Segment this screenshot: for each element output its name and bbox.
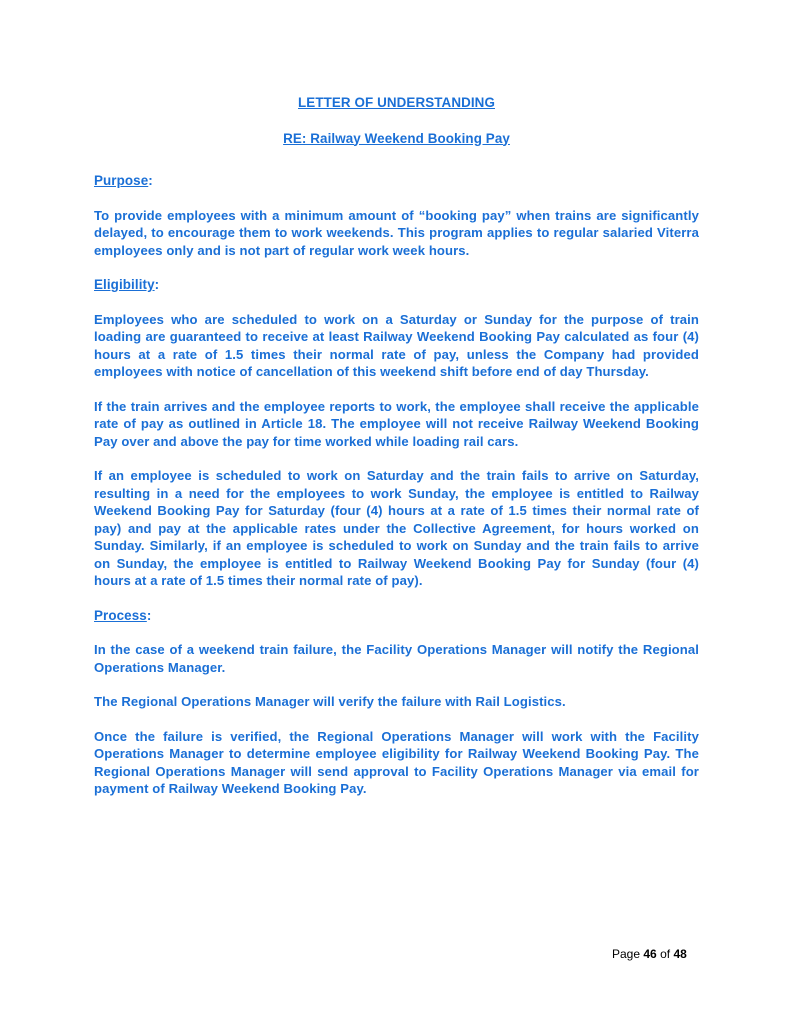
- section-heading-purpose: Purpose:: [94, 173, 153, 188]
- page-number: 46: [643, 947, 657, 961]
- purpose-paragraph: To provide employees with a minimum amount of “booking pay” when trains are significantly delayed, to encourage them to work weekends. This program applies to regular salaried Viterra employees only and is not part of regular work week hours.: [94, 207, 699, 258]
- document-body: [94, 94, 699, 815]
- eligibility-paragraph-3: If an employee is scheduled to work on Saturday and the train fails to arrive on Saturday, resulting in a need for the employees to work Sunday, the employee is entitled to Railway Weekend Booking Pay for Saturday (four (4) hours at a rate of 1.5 times their normal rate of pay) and pay at the applicable rates under the Collective Agreement, for hours worked on Sunday. Similarly, if an employee is scheduled to work on Sunday and the train fails to arrive on Sunday, the employee is entitled to Railway Weekend Booking Pay for Sunday (four (4) hours at a rate of 1.5 times their normal rate of pay).: [94, 468, 699, 588]
- section-heading-eligibility: Eligibility:: [94, 277, 160, 292]
- process-paragraph-1: In the case of a weekend train failure, the Facility Operations Manager will notify the Regional Operations Manager.: [94, 642, 699, 675]
- process-paragraph-2: The Regional Operations Manager will verify the failure with Rail Logistics.: [94, 694, 566, 709]
- page-label: Page: [612, 947, 641, 961]
- of-label: of: [660, 947, 671, 961]
- eligibility-paragraph-2: If the train arrives and the employee reports to work, the employee shall receive the applicable rate of pay as outlined in Article 18. The employee will not receive Railway Weekend Booking Pay over and above the pay for time worked while loading rail cars.: [94, 398, 699, 449]
- section-heading-process: Process:: [94, 607, 152, 623]
- total-pages: 48: [673, 947, 687, 961]
- eligibility-paragraph-1: Employees who are scheduled to work on a Saturday or Sunday for the purpose of train loading are guaranteed to receive at least Railway Weekend Booking Pay calculated as four (4) hours at a rate of 1.5 times their normal rate of pay, unless the Company had provided employees with notice of cancellation of this weekend shift before end of day Thursday.: [94, 311, 699, 379]
- page-footer: [612, 947, 687, 961]
- process-paragraph-3: Once the failure is verified, the Regional Operations Manager will work with the Facility Operations Manager to determine employee eligibility for Railway Weekend Booking Pay. The Regional Operations Manager will send approval to Facility Operations Manager via email for payment of Railway Weekend Booking Pay.: [94, 728, 699, 796]
- letter-title: LETTER OF UNDERSTANDING: [298, 95, 495, 110]
- letter-subject: RE: Railway Weekend Booking Pay: [283, 130, 510, 146]
